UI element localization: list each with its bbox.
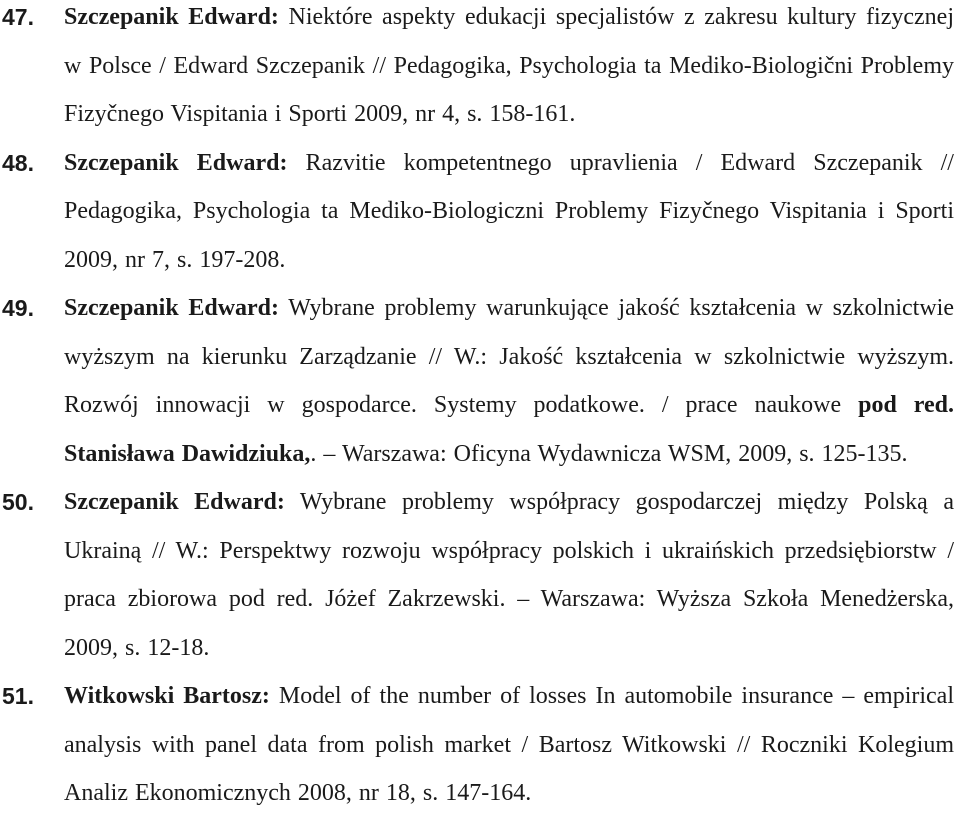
bibliography-entry-48	[0, 139, 960, 285]
entry-text: Wybrane problemy warunkujące jakość kształcenia w szkolnictwie wyższym na kierunku Zarządzanie // W.: Jakość kształcenia w szkolnictwie wyższym. Rozwój innowacji w gospodarce. Systemy podatkowe. / prace naukowe	[64, 295, 954, 418]
entry-editor: pod red. Stanisława Dawidziuka,	[64, 392, 954, 467]
entry-number: 48.	[2, 149, 34, 176]
entry-text: Razvitie kompetentnego upravlienia / Edward Szczepanik // Pedagogika, Psychologia ta Mediko-Biologiczni Problemy Fizyčnego Vispitania i Sporti 2009, nr 7, s. 197-208.	[64, 149, 954, 273]
entry-number: 47.	[2, 4, 34, 30]
entry-author: Szczepanik Edward:	[64, 149, 288, 176]
bibliography-entry-51	[0, 672, 960, 818]
entry-number: 49.	[2, 295, 34, 321]
entry-text: Model of the number of losses In automobile insurance – empirical analysis with panel data from polish market / Bartosz Witkowski // Roczniki Kolegium Analiz Ekonomicznych 2008, nr 18, s. 147-164.	[64, 683, 954, 806]
entry-number: 51.	[2, 683, 34, 709]
bibliography-entry-47	[0, 0, 960, 139]
bibliography-entry-50	[0, 478, 960, 672]
bibliography-entry-49	[0, 284, 960, 478]
entry-author: Szczepanik Edward:	[64, 489, 285, 515]
entry-author: Szczepanik Edward:	[64, 295, 280, 321]
entry-author: Witkowski Bartosz:	[64, 683, 270, 709]
entry-text-end: . – Warszawa: Oficyna Wydawnicza WSM, 2009, s. 125-135.	[310, 440, 908, 467]
entry-number: 50.	[2, 489, 34, 515]
entry-text: Wybrane problemy współpracy gospodarczej między Polską a Ukrainą // W.: Perspektwy rozwoju współpracy polskich i ukraińskich przedsiębiorstw / praca zbiorowa pod red. Jóżef Zakrzewski. – Warszawa: Wyższa Szkoła Menedżerska, 2009, s. 12-18.	[64, 489, 954, 661]
entry-author: Szczepanik Edward:	[64, 4, 279, 30]
entry-text: Niektóre aspekty edukacji specjalistów z zakresu kultury fizycznej w Polsce / Edward Szczepanik // Pedagogika, Psychologia ta Mediko-Biologični Problemy Fizyčnego Vispitania i Sporti 2009, nr 4, s. 158-161.	[64, 4, 954, 127]
